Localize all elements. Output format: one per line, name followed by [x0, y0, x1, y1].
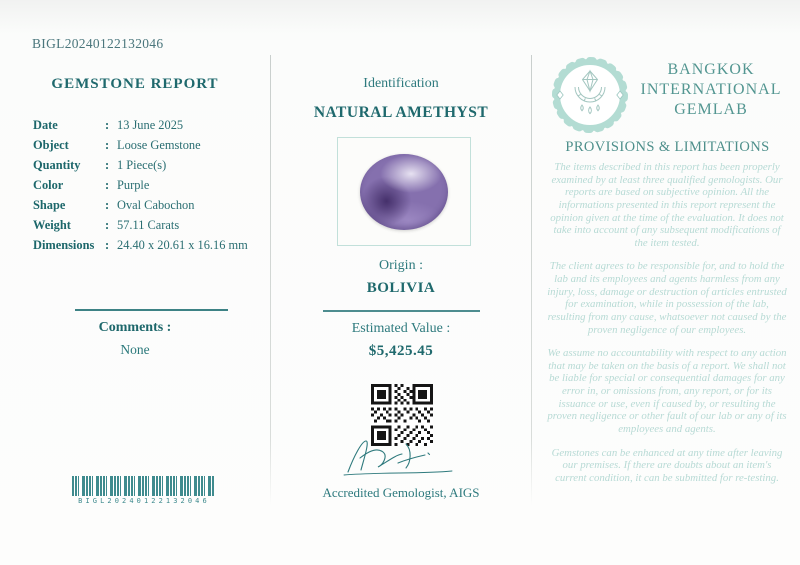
field-colon: : [105, 178, 110, 192]
field-label: Object [33, 138, 69, 152]
field-row-color [33, 179, 263, 192]
comments-divider [75, 309, 228, 311]
field-colon: : [105, 138, 110, 152]
field-row-shape [33, 199, 263, 212]
gemologist-signature [338, 434, 466, 482]
gemologist-line: Accredited Gemologist, AIGS [322, 485, 480, 500]
field-value: Purple [117, 178, 150, 192]
field-value: Loose Gemstone [117, 138, 201, 152]
gem-photo-frame [337, 137, 471, 246]
identification-value: NATURAL AMETHYST [313, 104, 489, 121]
field-value: 24.40 x 20.61 x 16.16 mm [117, 238, 248, 252]
field-colon: : [105, 118, 110, 132]
value-divider [323, 310, 480, 312]
origin-value: BOLIVIA [366, 280, 436, 296]
estimated-value-label: Estimated Value : [351, 321, 451, 336]
field-value: 1 Piece(s) [117, 158, 167, 172]
comments-value: None [120, 342, 150, 357]
field-colon: : [105, 238, 110, 252]
report-number: BIGL20240122132046 [32, 36, 164, 51]
provisions-paragraph-2: The client agrees to be responsible for, and to hold the lab and its employees and agents harmless from any injury, loss, damage or destruction of articles entrusted for examination, while in possession of the lab, resulting from any cause, whatsoever not caused by the proven negligence of our employees. [547, 260, 787, 336]
field-label: Shape [33, 198, 66, 212]
field-colon: : [105, 158, 110, 172]
field-value: Oval Cabochon [117, 198, 195, 212]
field-label: Quantity [33, 158, 81, 172]
provisions-paragraph-4: Gemstones can be enhanced at any time after leaving our premises. If there are doubts about an item's current condition, it can be submitted for re-testing. [551, 446, 783, 484]
provisions-title: PROVISIONS & LIMITATIONS [565, 139, 770, 155]
lab-name: BANGKOK INTERNATIONAL GEMLAB [640, 61, 782, 118]
field-value: 57.11 Carats [117, 218, 180, 232]
estimated-value: $5,425.45 [368, 343, 434, 359]
field-label: Dimensions [33, 238, 95, 252]
field-row-object [33, 139, 263, 152]
barcode-text: BIGL20240122132046 [78, 497, 210, 505]
field-label: Date [33, 118, 58, 132]
field-row-dimensions [33, 239, 263, 252]
field-label: Weight [33, 218, 71, 232]
origin-label: Origin : [379, 258, 423, 273]
provisions-paragraph-3: We assume no accountability with respect to any action that may be taken on the basis of a report. We shall not be liable for special or consequential damages for any error in, or omissions from, any report, or for its issuance or use, even if caused by, or resulting the proven negligence or other fault of our lab or any of its employees and agents. [547, 347, 787, 435]
provisions-paragraphs [546, 161, 788, 484]
field-label: Color [33, 178, 64, 192]
field-colon: : [105, 218, 110, 232]
field-row-date [33, 119, 263, 132]
barcode [72, 476, 214, 496]
gem-photo [360, 154, 448, 230]
field-colon: : [105, 198, 110, 212]
field-row-quantity [33, 159, 263, 172]
field-value: 13 June 2025 [117, 118, 184, 132]
report-title: GEMSTONE REPORT [51, 76, 219, 92]
field-row-weight [33, 219, 263, 232]
provisions-paragraph-1: The items described in this report has been properly examined by at least three qualified gemologists. Our reports are based on subjective opinion. All the informations presented in this report represent the opinion given at the time of the evaluation. It does not take into account of any subsequent modifications of the item tested. [550, 161, 784, 249]
report-fields [33, 119, 263, 259]
lab-logo-icon [551, 56, 629, 134]
identification-label: Identification [363, 76, 439, 91]
comments-label: Comments : [98, 320, 172, 335]
